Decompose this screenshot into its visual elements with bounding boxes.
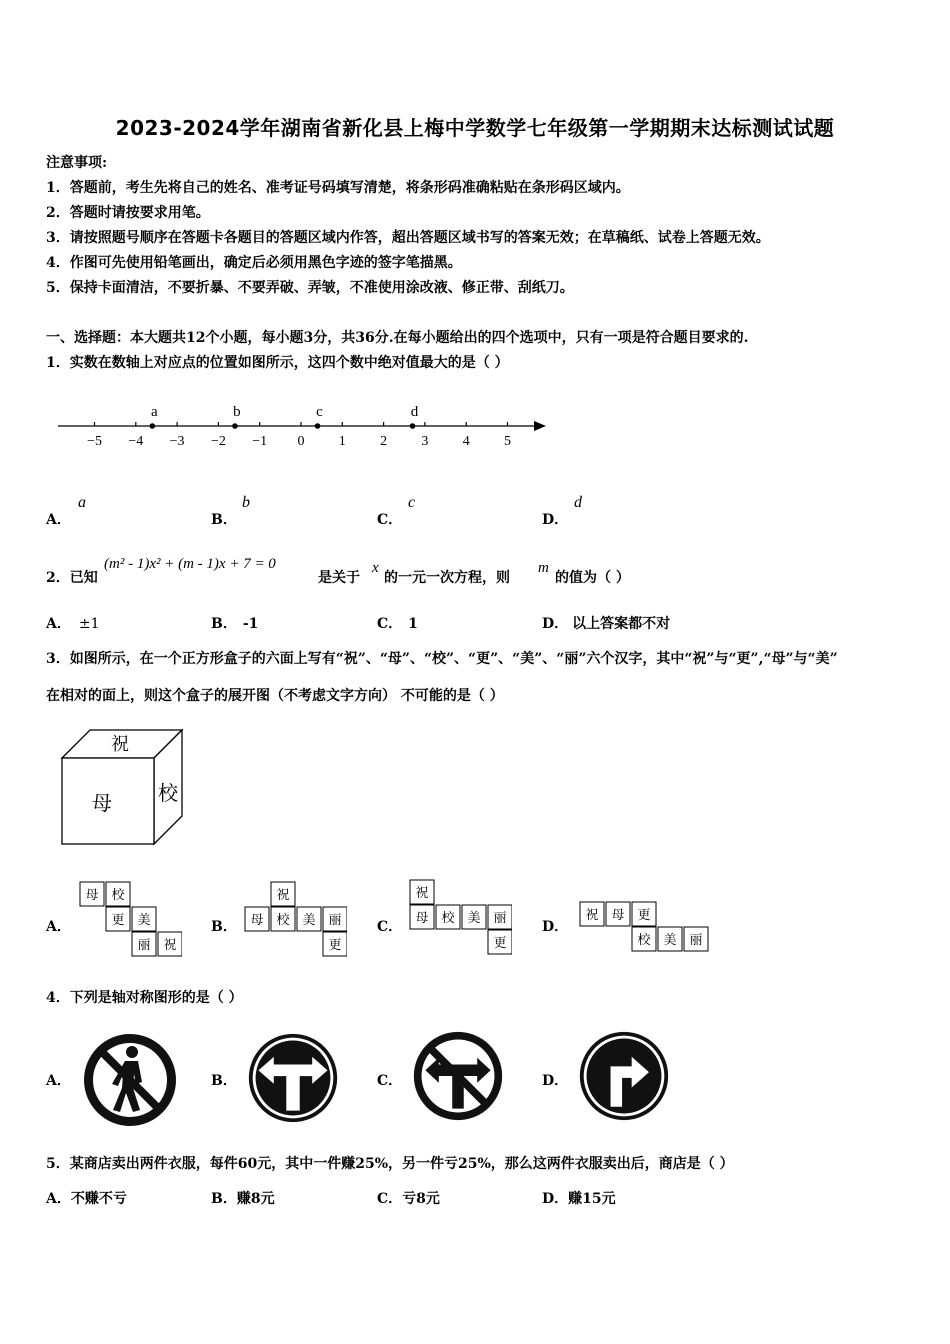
option-letter: D．: [542, 616, 569, 632]
number-line-point-label: c: [316, 404, 323, 420]
cube-top-label: 祝: [111, 734, 129, 754]
option-letter: B．: [211, 512, 237, 528]
q2-option-b[interactable]: [211, 613, 258, 633]
q3-stem-line2: 在相对的面上，则这个盒子的展开图（不考虑文字方向） 不可能的是（ ）: [46, 688, 504, 704]
q2-var-m: m: [538, 560, 549, 576]
net-face-label: 美: [302, 912, 316, 927]
net-face-label: 美: [663, 932, 677, 947]
option-letter: C．: [377, 616, 403, 632]
number-line-tick-label: 2: [380, 434, 388, 449]
cube-figure: [58, 726, 188, 850]
q2-stem-mid2: 的一元一次方程，则: [384, 570, 510, 586]
q1-option-d[interactable]: [542, 509, 568, 529]
option-value: -1: [242, 616, 259, 632]
q1-option-b-value: b: [242, 494, 250, 511]
q2-option-a[interactable]: [46, 613, 100, 633]
net-face-label: 祝: [163, 937, 177, 952]
number-line-tick-label: −1: [252, 434, 268, 449]
net-face-label: 母: [250, 912, 264, 927]
q2-stem-prefix: 2．已知: [46, 570, 98, 586]
option-value: 1: [408, 616, 418, 632]
number-line-tick-label: 0: [297, 434, 305, 449]
option-letter: B．: [211, 616, 237, 632]
number-line-point: [410, 423, 416, 429]
net-face-label: 校: [111, 887, 125, 902]
q3-option-c-letter[interactable]: C．: [377, 919, 403, 935]
number-line-tick-label: 5: [504, 434, 511, 449]
number-line-tick-label: −2: [210, 434, 226, 449]
net-face-label: 丽: [689, 932, 703, 947]
number-line-tick-label: 1: [338, 434, 346, 449]
no-pedestrian-sign-icon: [80, 1030, 180, 1130]
q5-option-a[interactable]: [46, 1188, 127, 1208]
net-face-label: 母: [85, 887, 99, 902]
q3-option-a-letter[interactable]: A．: [46, 919, 71, 935]
q2-option-d[interactable]: [542, 613, 670, 633]
option-value: 以上答案都不对: [572, 616, 671, 632]
number-line-tick-label: 3: [421, 434, 429, 449]
option-letter: A．: [46, 512, 71, 528]
net-face-label: 祝: [415, 885, 429, 900]
option-value: 赚8元: [236, 1191, 275, 1207]
q1-option-a-value: a: [78, 494, 86, 511]
q4-option-a-letter[interactable]: A．: [46, 1073, 71, 1089]
q3-net-d: [578, 900, 720, 956]
cube-front-label: 母: [92, 793, 112, 815]
net-face-label: 丽: [137, 937, 151, 952]
option-letter: C．: [377, 1191, 403, 1207]
net-face-label: 丽: [493, 910, 507, 925]
q2-formula: (m² - 1)x² + (m - 1)x + 7 = 0: [104, 556, 276, 572]
net-face-label: 祝: [276, 887, 290, 902]
q4-option-c-letter[interactable]: C．: [377, 1073, 403, 1089]
number-line-point: [232, 423, 238, 429]
option-value: ±1: [78, 616, 100, 632]
number-line-point-label: a: [150, 404, 158, 420]
number-line-point-label: b: [233, 404, 241, 420]
note-item-4: 4．作图可先使用铅笔画出，确定后必须用黑色字迹的签字笔描黑。: [46, 255, 462, 271]
q2-stem-suffix: 的值为（ ）: [555, 570, 630, 586]
number-line-arrow-icon: [534, 421, 546, 431]
option-letter: B．: [211, 1191, 237, 1207]
q5-option-d[interactable]: [542, 1188, 616, 1208]
net-face-label: 更: [637, 907, 651, 922]
net-face-label: 祝: [585, 907, 599, 922]
option-value: 亏8元: [402, 1191, 440, 1207]
net-face-label: 美: [137, 912, 151, 927]
net-face-label: 校: [276, 912, 290, 927]
q1-option-b[interactable]: [211, 509, 237, 529]
option-letter: A．: [46, 1191, 71, 1207]
net-face-label: 美: [467, 910, 481, 925]
q3-option-d-letter[interactable]: D．: [542, 919, 569, 935]
number-line-point-label: d: [410, 404, 419, 420]
q1-option-d-value: d: [574, 494, 582, 511]
q5-option-c[interactable]: [377, 1188, 440, 1208]
section-heading: 一、选择题：本大题共12个小题，每小题3分，共36分.在每小题给出的四个选项中，只有一项是符合题目要求的.: [46, 330, 749, 346]
net-face-label: 母: [415, 910, 429, 925]
number-line-point: [150, 423, 156, 429]
q2-stem-mid1: 是关于: [318, 570, 360, 586]
number-line: [50, 395, 550, 455]
q2-var-x: x: [372, 560, 379, 576]
note-item-3: 3．请按照题号顺序在答题卡各题目的答题区域内作答，超出答题区域书写的答案无效；在草稿纸、试卷上答题无效。: [46, 230, 770, 246]
number-line-point: [315, 423, 321, 429]
left-right-turn-sign-icon: [245, 1030, 341, 1126]
net-face-label: 更: [328, 937, 342, 952]
option-letter: D．: [542, 512, 569, 528]
number-line-tick-label: −3: [169, 434, 185, 449]
option-value: 赚15元: [568, 1191, 616, 1207]
q1-stem: 1．实数在数轴上对应点的位置如图所示，这四个数中绝对值最大的是（ ）: [46, 355, 509, 371]
q3-net-a: [78, 880, 182, 958]
q3-stem-line1: 3．如图所示，在一个正方形盒子的六面上写有“祝”、“母”、“校”、“更”、“美”、“丽”六个汉字，其中“祝”与“更”,“母”与“美”: [46, 651, 838, 667]
notes-heading: 注意事项:: [46, 155, 108, 171]
net-face-label: 校: [637, 932, 651, 947]
option-letter: A．: [46, 616, 71, 632]
number-line-tick-label: 4: [462, 434, 470, 449]
q5-stem: 5．某商店卖出两件衣服，每件60元，其中一件赚25%，另一件亏25%，那么这两件衣服卖出后，商店是（ ）: [46, 1156, 734, 1172]
net-face-label: 更: [493, 935, 507, 950]
net-face-label: 丽: [328, 912, 342, 927]
option-value: 不赚不亏: [70, 1191, 127, 1207]
q1-option-c-value: c: [408, 494, 416, 511]
note-item-1: 1．答题前，考生先将自己的姓名、准考证号码填写清楚，将条形码准确粘贴在条形码区域内。: [46, 180, 630, 196]
option-letter: C．: [377, 512, 403, 528]
q4-option-d-letter[interactable]: D．: [542, 1073, 569, 1089]
number-line-tick-label: −4: [128, 434, 144, 449]
number-line-tick-label: −5: [87, 434, 102, 449]
page-title: 2023-2024学年湖南省新化县上梅中学数学七年级第一学期期末达标测试试题: [115, 116, 835, 140]
q1-option-a[interactable]: [46, 509, 71, 529]
net-face-label: 校: [441, 910, 455, 925]
q3-net-c: [408, 878, 512, 956]
net-face-label: 母: [611, 907, 625, 922]
no-left-right-turn-sign-icon: [410, 1028, 506, 1124]
net-face-label: 更: [111, 912, 125, 927]
q2-option-c[interactable]: [377, 613, 418, 633]
note-item-5: 5．保持卡面清洁，不要折暴、不要弄破、弄皱，不准使用涂改液、修正带、刮纸刀。: [46, 280, 574, 296]
note-item-2: 2．答题时请按要求用笔。: [46, 205, 210, 221]
q1-option-c[interactable]: [377, 509, 402, 529]
right-turn-sign-icon: [576, 1028, 672, 1124]
q3-option-b-letter[interactable]: B．: [211, 919, 237, 935]
q4-option-b-letter[interactable]: B．: [211, 1073, 237, 1089]
q5-option-b[interactable]: [211, 1188, 275, 1208]
q3-net-b: [243, 880, 347, 958]
cube-side-label: 校: [158, 783, 178, 805]
q4-stem: 4．下列是轴对称图形的是（ ）: [46, 990, 243, 1006]
option-letter: D．: [542, 1191, 569, 1207]
